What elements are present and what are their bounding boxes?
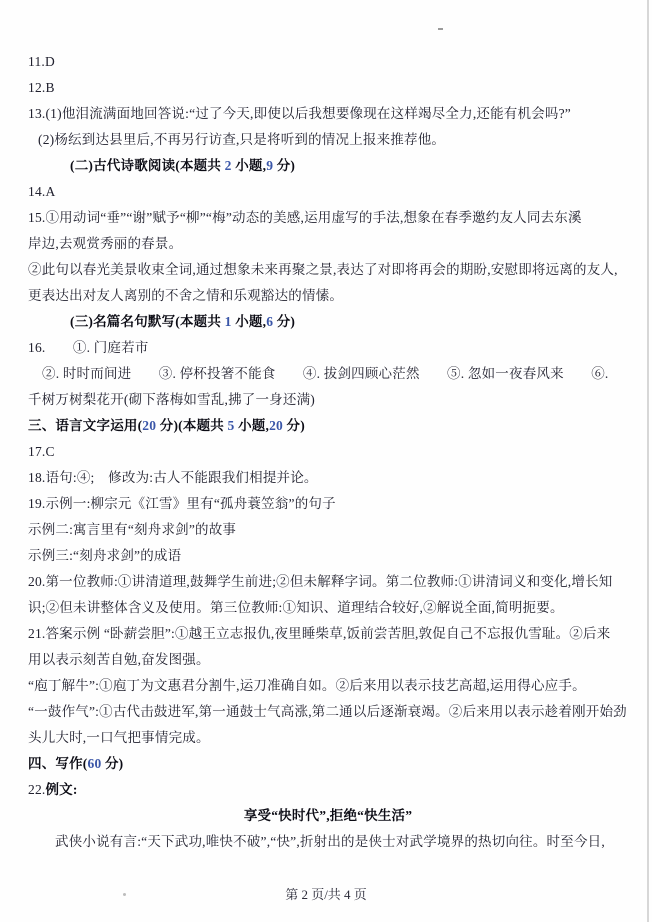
answer-20-line1: 20.第一位教师:①讲清道理,鼓舞学生前进;②但未解释字词。第二位教师:①讲清词义和变化,增长知 — [28, 574, 613, 589]
answer-15-line2: 岸边,去观赏秀丽的春景。 — [28, 236, 183, 251]
answer-21-line1: 21.答案示例 “卧薪尝胆”:①越王立志报仇,夜里睡柴草,饭前尝苦胆,敦促自己不忘报仇雪耻。②后来 — [28, 626, 611, 641]
essay-title: 享受“快时代”,拒绝“快生活” — [243, 808, 413, 823]
heading-text: (三)名篇名句默写(本题共 — [70, 314, 225, 329]
heading-text: 小题, — [231, 158, 267, 173]
scan-speck-top — [438, 28, 443, 30]
answer-17: 17.C — [28, 444, 55, 459]
essay-label: 例文: — [45, 782, 78, 797]
heading-text: 分) — [273, 158, 296, 173]
answer-21-line2: 用以表示刻苦自勉,奋发图强。 — [28, 652, 210, 667]
answer-15-line4: 更表达出对友人离别的不舍之情和乐观豁达的情愫。 — [28, 288, 344, 303]
page-right-edge — [647, 0, 649, 922]
answer-18: 18.语句:④; 修改为:古人不能跟我们相提并论。 — [28, 470, 318, 485]
heading-number: 2 — [224, 158, 232, 173]
heading-text: 小题, — [234, 418, 270, 433]
answer-19-example2: 示例二:寓言里有“刻舟求剑”的故事 — [28, 522, 237, 537]
answer-21-yiguzuoqi-line2: 头儿大时,一口气把事情完成。 — [28, 730, 210, 745]
answer-number: 22. — [28, 782, 46, 797]
heading-famous-lines-dictation — [28, 309, 628, 335]
essay-opening-line: 武侠小说有言:“天下武功,唯快不破”,“快”,折射出的是侠士对武学境界的热切向往。时至今日, — [55, 834, 605, 849]
heading-number: 9 — [266, 158, 274, 173]
answer-12: 12.B — [28, 80, 55, 95]
heading-text: 分) — [282, 418, 305, 433]
heading-text: 分) — [101, 756, 124, 771]
answer-15-line1: 15.①用动词“垂”“谢”赋予“柳”“梅”动态的美感,运用虚写的手法,想象在春季邀约友人同去东溪 — [28, 210, 582, 225]
heading-number: 6 — [266, 314, 274, 329]
heading-writing — [28, 751, 628, 777]
heading-text: 小题, — [231, 314, 267, 329]
heading-number: 60 — [87, 756, 102, 771]
answer-13-part2: (2)杨纭到达县里后,不再另行访查,只是将听到的情况上报来推荐他。 — [38, 132, 446, 147]
answer-16-line2: ②. 时时而间进 ③. 停杯投箸不能食 ④. 拔剑四顾心茫然 ⑤. 忽如一夜春风来 ⑥. — [42, 366, 609, 381]
heading-number: 5 — [227, 418, 235, 433]
heading-language-use — [28, 413, 628, 439]
heading-text: 四、写作( — [28, 756, 88, 771]
answer-20-line2: 识;②但未讲整体含义及使用。第三位教师:①知识、道理结合较好,②解说全面,简明扼要。 — [28, 600, 564, 615]
heading-ancient-poetry-reading — [28, 153, 628, 179]
answer-19-example1: 19.示例一:柳宗元《江雪》里有“孤舟蓑笠翁”的句子 — [28, 496, 336, 511]
heading-text: 分)(本题共 — [156, 418, 228, 433]
answer-22-label — [28, 777, 628, 803]
answer-14: 14.A — [28, 184, 56, 199]
answer-16-line3: 千树万树梨花开(砌下落梅如雪乱,拂了一身还满) — [28, 392, 315, 407]
heading-text: 三、语言文字运用( — [28, 418, 143, 433]
scan-speck-bottom — [123, 893, 126, 896]
heading-number: 20 — [142, 418, 157, 433]
answer-19-example3: 示例三:“刻舟求剑”的成语 — [28, 548, 182, 563]
heading-text: (二)古代诗歌阅读(本题共 — [70, 158, 225, 173]
answer-21-yiguzuoqi-line1: “一鼓作气”:①古代击鼓进军,第一通鼓士气高涨,第二通以后逐渐衰竭。②后来用以表示趁着刚开始劲 — [28, 704, 627, 719]
answer-11: 11.D — [28, 54, 55, 69]
heading-number: 20 — [269, 418, 283, 433]
answer-21-paoding: “庖丁解牛”:①庖丁为文惠君分割牛,运刀准确自如。②后来用以表示技艺高超,运用得心应手。 — [28, 678, 586, 693]
answer-15-line3: ②此句以春光美景收束全词,通过想象未来再聚之景,表达了对即将再会的期盼,安慰即将远离的友人, — [28, 262, 618, 277]
answer-16-line1: 16. ①. 门庭若市 — [28, 340, 149, 355]
heading-text: 分) — [273, 314, 296, 329]
page-footer: 第 2 页/共 4 页 — [285, 887, 367, 902]
answer-13-part1: 13.(1)他泪流满面地回答说:“过了今天,即使以后我想要像现在这样竭尽全力,还能有机会吗?” — [28, 106, 571, 121]
heading-number: 1 — [224, 314, 232, 329]
